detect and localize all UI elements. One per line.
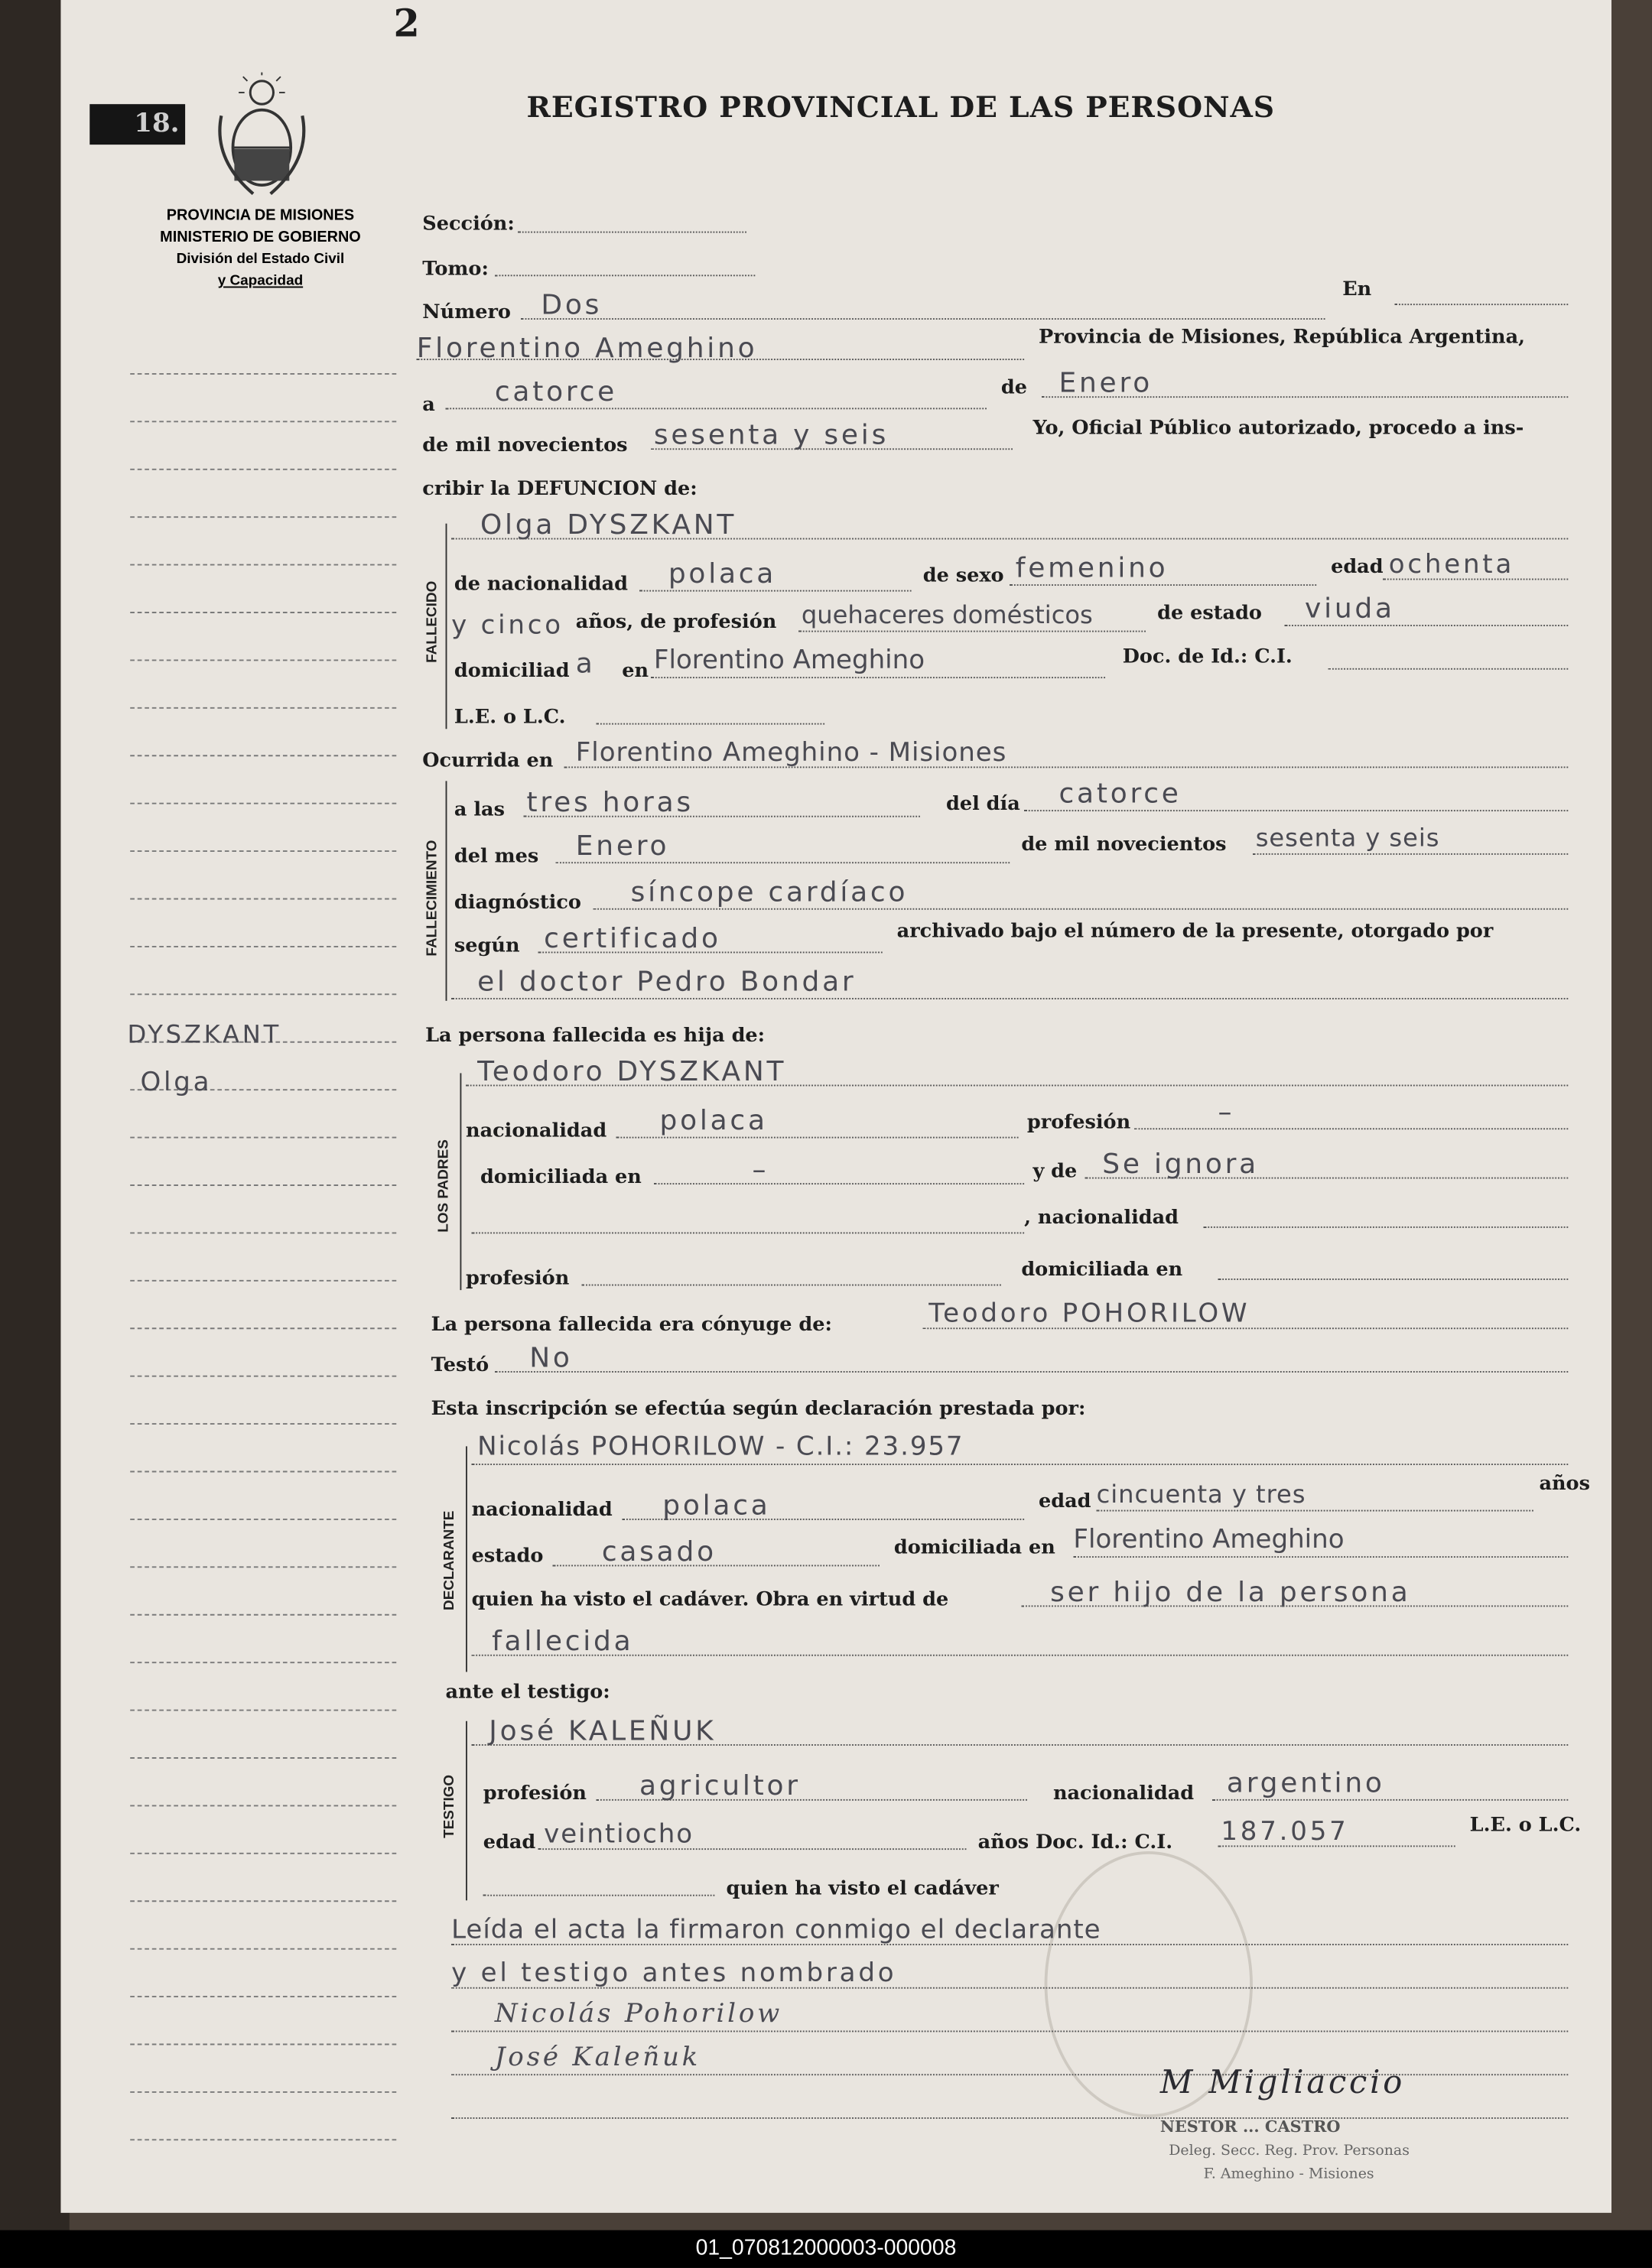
margin-line: [130, 1566, 396, 1568]
margin-line: [130, 1614, 396, 1616]
fallecido-estado-line: [1285, 625, 1569, 626]
testigo-cadaver-label: quien ha visto el cadáver: [726, 1877, 999, 1901]
fallecido-domicilio-value: Florentino Ameghino: [653, 645, 925, 676]
diagnostico-line: [593, 908, 1568, 910]
deldia-value: catorce: [1059, 778, 1182, 811]
diagnostico-label: diagnóstico: [454, 891, 581, 915]
padres-profesion2-line: [581, 1285, 1001, 1286]
ocurrida-value: Florentino Ameghino - Misiones: [575, 737, 1007, 768]
delmes-label: del mes: [454, 844, 539, 868]
fallecido-sexo-label: de sexo: [922, 564, 1004, 587]
fallecido-doc-line: [1328, 668, 1568, 670]
margin-line: [130, 1232, 396, 1233]
fallecido-anios-profesion-label: años, de profesión: [575, 610, 777, 634]
mes-line: [1042, 396, 1568, 398]
testigo-edad-label: edad: [483, 1831, 536, 1854]
padres-domicilio-line: [654, 1183, 1024, 1184]
fallecido-le-label: L.E. o L.C.: [454, 706, 566, 729]
margin-line: [130, 1519, 396, 1520]
declarante-edad-label: edad: [1039, 1490, 1091, 1513]
signature-testigo: José Kaleñuk: [494, 2042, 701, 2073]
margin-line: [130, 2139, 396, 2140]
mes-value: Enero: [1059, 367, 1153, 400]
padres-nacionalidad2-label: , nacionalidad: [1024, 1206, 1179, 1230]
fallecido-doc-label: Doc. de Id.: C.I.: [1122, 645, 1293, 668]
diagnostico-value: síncope cardíaco: [630, 876, 909, 908]
margin-line: [130, 1327, 396, 1329]
page-number: 2: [393, 2, 420, 47]
margin-line: [130, 1184, 396, 1186]
division-label: División del Estado Civil: [176, 252, 345, 268]
margin-line: [130, 898, 396, 900]
archivado-text: archivado bajo el número de la presente, otorgado por: [896, 919, 1494, 944]
segun-value: certificado: [544, 922, 721, 955]
declaracion-text: Esta inscripción se efectúa según declaración prestada por:: [431, 1397, 1086, 1421]
seccion-label: Sección:: [422, 213, 515, 236]
dia-line: [446, 408, 987, 409]
official-title-2: F. Ameghino - Misiones: [1203, 2166, 1374, 2183]
declarante-nacionalidad-line: [622, 1519, 1024, 1520]
declarante-nacionalidad-label: nacionalidad: [471, 1498, 613, 1522]
margin-line: [130, 1471, 396, 1473]
padres-profesion-line: [1134, 1128, 1568, 1129]
testigo-name-value: José KALEÑUK: [489, 1715, 717, 1747]
testigo-nacionalidad-line: [1212, 1799, 1568, 1801]
alas-label: a las: [454, 798, 505, 822]
fallecido-le-line: [596, 723, 824, 725]
margin-line: [130, 659, 396, 661]
testigo-le-label: L.E. o L.C.: [1469, 1813, 1582, 1837]
conyuge-value: Teodoro POHORILOW: [928, 1298, 1250, 1330]
testigo-anios-doc-label: años Doc. Id.: C.I.: [977, 1831, 1173, 1854]
testigo-nacionalidad-value: argentino: [1226, 1767, 1385, 1799]
coat-of-arms-emblem: [210, 73, 314, 203]
padres-nacionalidad-value: polaca: [659, 1105, 768, 1137]
testigo-profesion-line: [596, 1799, 1027, 1801]
fallecimiento-mil-label: de mil novecientos: [1021, 833, 1227, 856]
numero-line: [521, 318, 1325, 320]
margin-line: [130, 1757, 396, 1759]
margin-line: [130, 1710, 396, 1711]
testigo-doc-value: 187.057: [1221, 1816, 1349, 1847]
file-caption-bar: [0, 2231, 1652, 2268]
declarante-bracket: [466, 1446, 467, 1672]
issuer-block: [101, 206, 419, 292]
margin-line: [130, 993, 396, 995]
corner-mark: 18.: [89, 104, 185, 145]
padres-profesion-label: profesión: [1026, 1110, 1131, 1134]
fallecido-edad-value-b: y cinco: [451, 610, 564, 641]
deldia-line: [1024, 810, 1568, 811]
en-label: En: [1342, 278, 1372, 301]
declarante-estado-value: casado: [601, 1535, 717, 1568]
margin-line: [130, 755, 396, 756]
madre-value: Se ignora: [1102, 1148, 1259, 1181]
oficial-text: Yo, Oficial Público autorizado, procedo a ins-: [1032, 416, 1524, 440]
margin-line: [130, 469, 396, 470]
padres-nacionalidad-line: [616, 1137, 1019, 1139]
margin-line: [130, 1137, 396, 1139]
closing-line-2: y el testigo antes nombrado: [451, 1958, 897, 1989]
padre-line: [466, 1085, 1568, 1087]
testigo-section-label: TESTIGO: [441, 1774, 458, 1838]
fallecido-domicilio-line: [651, 677, 1105, 678]
padres-nacionalidad-label: nacionalidad: [466, 1119, 607, 1143]
margin-line: [130, 564, 396, 566]
signature-declarante: Nicolás Pohorilow: [494, 1998, 783, 2029]
anio-value: sesenta y seis: [653, 419, 889, 452]
closing-rule-1: [451, 1944, 1568, 1945]
mil-label: de mil novecientos: [422, 434, 628, 457]
testigo-profesion-value: agricultor: [639, 1770, 801, 1802]
deldia-label: del día: [945, 792, 1020, 816]
hora-value: tres horas: [526, 786, 694, 819]
fallecido-estado-label: de estado: [1157, 601, 1262, 625]
fallecido-profesion-value: quehaceres domésticos: [801, 601, 1093, 631]
testo-line: [495, 1371, 1568, 1373]
padres-profesion2-label: profesión: [466, 1266, 570, 1291]
margin-line: [130, 1996, 396, 1997]
fallecimiento-anio-line: [1253, 853, 1568, 855]
declarante-virtud-line: [1021, 1605, 1568, 1607]
seccion-line: [518, 232, 746, 233]
tomo-label: Tomo:: [422, 257, 489, 281]
declarante-virtud-value: ser hijo de la persona: [1050, 1576, 1411, 1609]
registry-page: [60, 0, 1611, 2213]
declarante-domiciliada-label: domiciliada en: [893, 1535, 1055, 1559]
segun-label: según: [454, 934, 520, 958]
margin-surname: DYSZKANT: [127, 1021, 281, 1051]
testigo-nacionalidad-label: nacionalidad: [1052, 1782, 1195, 1805]
testigo-profesion-label: profesión: [483, 1782, 587, 1805]
padres-section-label: LOS PADRES: [436, 1139, 453, 1233]
fallecido-edad-line: [1383, 579, 1568, 580]
testigo-cadaver-line: [483, 1895, 715, 1896]
margin-given-name: Olga: [140, 1067, 213, 1098]
conyuge-line: [923, 1327, 1569, 1329]
doctor-value: el doctor Pedro Bondar: [477, 966, 857, 999]
fallecido-name-value: Olga DYSZKANT: [480, 509, 737, 541]
margin-line: [130, 1805, 396, 1806]
testigo-edad-line: [538, 1848, 967, 1850]
file-caption: 01_070812000003-000008: [695, 2236, 957, 2261]
fallecido-nacionalidad-line: [639, 590, 912, 592]
closing-rule-2: [451, 1987, 1568, 1989]
declarante-estado-label: estado: [471, 1545, 544, 1568]
margin-line: [130, 1376, 396, 1377]
padres-bracket: [460, 1073, 461, 1290]
dia-value: catorce: [494, 375, 618, 408]
margin-line: [130, 803, 396, 804]
madre-line: [1085, 1178, 1569, 1179]
margin-line: [130, 1662, 396, 1663]
declarante-domicilio-line: [1073, 1556, 1568, 1558]
declarante-section-label: DECLARANTE: [441, 1510, 458, 1610]
fallecimiento-section-label: FALLECIMIENTO: [424, 840, 441, 957]
margin-line: [130, 2091, 396, 2093]
margin-line: [130, 946, 396, 947]
margin-line: [130, 1900, 396, 1902]
padres-blank-line: [472, 1232, 1025, 1233]
fallecido-bracket: [446, 524, 447, 729]
declarante-name-value: Nicolás POHORILOW - C.I.: 23.957: [477, 1431, 964, 1463]
ocurrida-label: Ocurrida en: [422, 749, 554, 773]
margin-line: [130, 707, 396, 709]
declarante-domicilio-value: Florentino Ameghino: [1073, 1524, 1345, 1555]
fallecido-en-label: en: [622, 659, 649, 683]
margin-line: [130, 1853, 396, 1854]
declarante-anios-label: años: [1539, 1472, 1590, 1496]
anio-line: [651, 448, 1013, 450]
fallecido-edad-label: edad: [1331, 555, 1384, 579]
numero-label: Número: [422, 301, 511, 324]
padres-domiciliada2-label: domiciliada en: [1021, 1258, 1183, 1282]
fallecido-sexo-line: [1010, 584, 1316, 586]
margin-line: [130, 1948, 396, 1950]
lugar-line: [417, 359, 1024, 360]
margin-line: [130, 421, 396, 422]
padres-intro: La persona fallecida es hija de:: [425, 1024, 766, 1048]
testigo-bracket: [466, 1721, 467, 1901]
lugar-value: Florentino Ameghino: [416, 333, 758, 365]
page-title: REGISTRO PROVINCIAL DE LAS PERSONAS: [526, 89, 1276, 125]
official-title-1: Deleg. Secc. Reg. Prov. Personas: [1169, 2143, 1410, 2159]
hora-line: [524, 816, 920, 817]
margin-line: [130, 373, 396, 375]
ministry-label: MINISTERIO DE GOBIERNO: [160, 228, 361, 246]
cribir-text: cribir la DEFUNCION de:: [422, 477, 698, 501]
delmes-line: [555, 862, 1010, 863]
padres-yde-label: y de: [1032, 1159, 1078, 1184]
testigo-name-line: [472, 1744, 1569, 1746]
padres-domiciliada-label: domiciliada en: [480, 1165, 642, 1189]
margin-line: [130, 1280, 396, 1282]
declarante-name-line: [472, 1464, 1569, 1465]
testigo-doc-line: [1218, 1845, 1455, 1847]
fallecido-estado-value: viuda: [1305, 593, 1395, 625]
fallecimiento-bracket: [446, 781, 447, 1000]
padre-value: Teodoro DYSZKANT: [477, 1055, 787, 1088]
margin-line: [130, 612, 396, 613]
margin-line: [130, 1423, 396, 1425]
padres-profesion-value: –: [1218, 1096, 1235, 1129]
padres-domiciliada2-line: [1218, 1279, 1569, 1280]
fallecido-domiciliad-label: domiciliad: [454, 659, 570, 683]
closing-line-1: Leída el acta la firmaron conmigo el declarante: [451, 1915, 1101, 1945]
division-label-2: y Capacidad: [217, 273, 304, 290]
tomo-line: [495, 275, 755, 276]
fallecido-name-line: [451, 538, 1568, 540]
margin-line: [130, 850, 396, 852]
en-line: [1394, 304, 1568, 305]
ocurrida-line: [564, 766, 1569, 768]
doctor-line: [451, 998, 1568, 999]
fallecimiento-anio-value: sesenta y seis: [1255, 824, 1440, 853]
margin-line: [130, 2044, 396, 2045]
closing-rule-3: [451, 2031, 1568, 2032]
testigo-edad-value: veintiocho: [544, 1819, 694, 1850]
testo-value: No: [529, 1342, 573, 1374]
segun-line: [538, 952, 883, 954]
declarante-edad-line: [1097, 1510, 1533, 1512]
declarante-edad-value: cincuenta y tres: [1096, 1480, 1306, 1510]
official-signature: M Migliaccio: [1159, 2065, 1406, 2102]
margin-line: [130, 516, 396, 518]
declarante-cadaver-label: quien ha visto el cadáver. Obra en virtud de: [471, 1587, 949, 1612]
official-name: NESTOR ... CASTRO: [1159, 2117, 1341, 2136]
padres-nacionalidad2-line: [1204, 1227, 1569, 1228]
province-label: PROVINCIA DE MISIONES: [166, 206, 355, 225]
a-label: a: [422, 393, 435, 417]
provincia-text: Provincia de Misiones, República Argentina,: [1039, 325, 1526, 349]
binder-spine: [0, 0, 70, 2231]
numero-value: Dos: [541, 289, 603, 321]
fallecido-nacionalidad-value: polaca: [668, 558, 777, 590]
delmes-value: Enero: [575, 830, 670, 863]
padres-domicilio-value: –: [752, 1154, 769, 1186]
fallecido-nacionalidad-label: de nacionalidad: [454, 572, 629, 596]
de-label: de: [1000, 375, 1027, 400]
conyuge-label: La persona fallecida era cónyuge de:: [431, 1313, 832, 1337]
closing-rule-5: [451, 2117, 1568, 2119]
declarante-nacionalidad-value: polaca: [662, 1490, 771, 1522]
declarante-virtud-value-2: fallecida: [492, 1625, 634, 1658]
declarante-virtud-line-2: [472, 1655, 1569, 1656]
declarante-estado-line: [553, 1565, 880, 1566]
testo-label: Testó: [431, 1353, 489, 1377]
testigo-intro: ante el testigo:: [445, 1680, 610, 1704]
fallecido-edad-value-a: ochenta: [1388, 549, 1515, 580]
fallecido-section-label: FALLECIDO: [424, 580, 441, 663]
fallecido-sexo-value: femenino: [1015, 552, 1169, 585]
fallecido-domiciliad-suffix: a: [575, 648, 596, 680]
fallecido-profesion-line: [798, 631, 1146, 632]
